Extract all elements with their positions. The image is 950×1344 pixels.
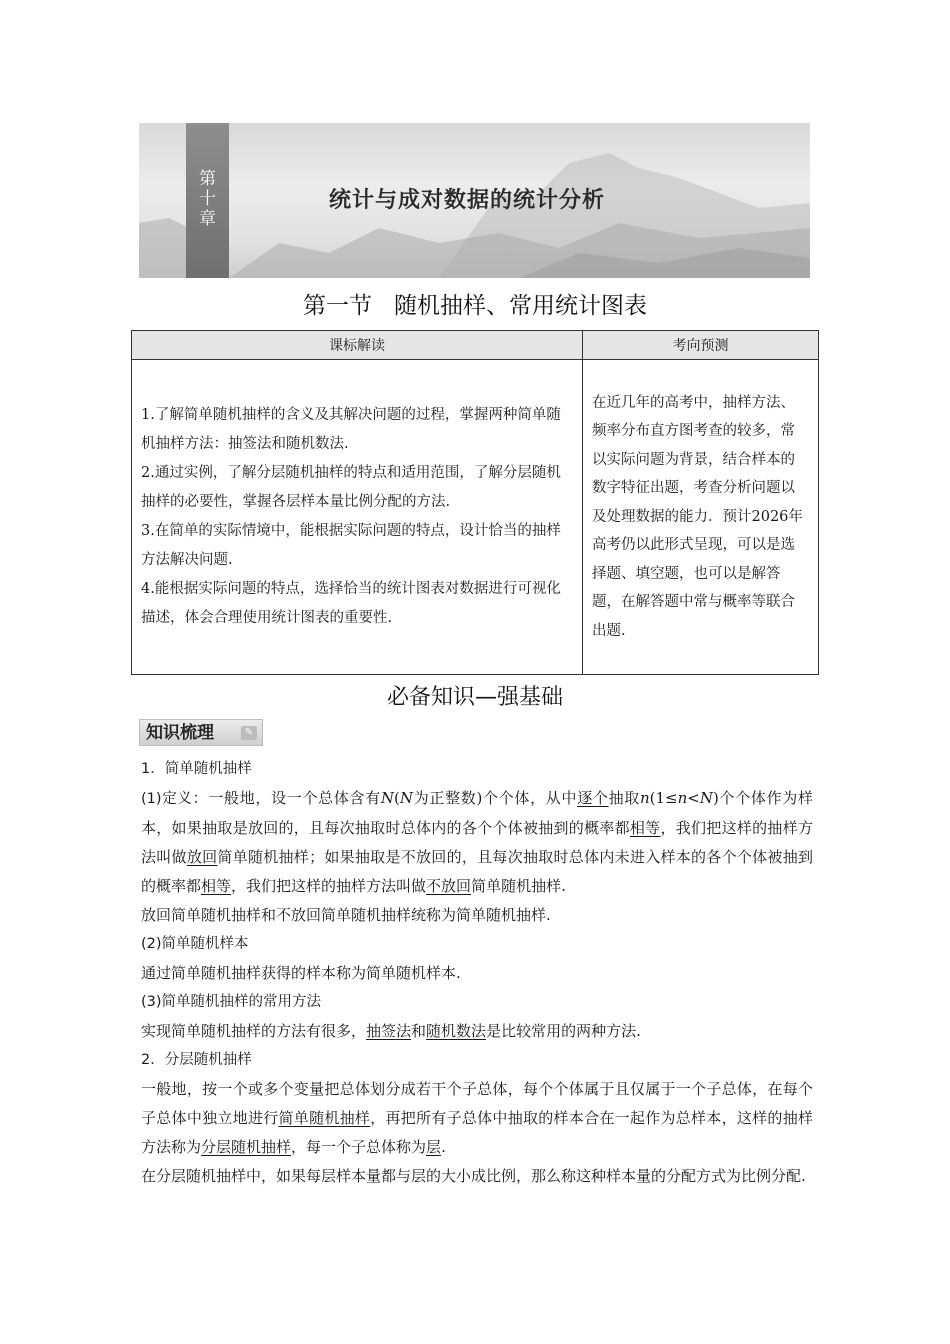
paragraph: 实现简单随机抽样的方法有很多，抽签法和随机数法是比较常用的两种方法. xyxy=(141,1022,641,1040)
section-number: 第一节 xyxy=(303,293,372,319)
answer-blank: 相等 xyxy=(201,877,232,895)
knowledge-badge xyxy=(139,719,263,746)
heading-common-methods: (3)简单随机抽样的常用方法 xyxy=(141,994,322,1010)
section-title xyxy=(0,287,950,320)
chapter-title: 统计与成对数据的统计分析 xyxy=(329,188,606,213)
standard-item: 3.在简单的实际情境中，能根据实际问题的特点，设计恰当的抽样方法解决问题. xyxy=(141,523,561,568)
chapter-tab xyxy=(186,123,229,278)
heading-simple-sampling: 1．简单随机抽样 xyxy=(141,761,252,777)
paragraph: 放回简单随机抽样和不放回简单随机抽样统称为简单随机抽样. xyxy=(141,906,551,924)
definition-paragraph: (1)定义：一般地，设一个总体含有N(N为正整数)个个体，从中逐个抽取n(1≤n<N)个个体作为样本，如果抽取是放回的，且每次抽取时总体内的各个个体被抽到的概率都相等，我们把这样的抽样方法叫做放回简单随机抽样；如果抽取是不放回的，且每次抽取时总体内未进入样本的各个个体被抽到的概率都相等，我们把这样的抽样方法叫做不放回简单随机抽样. xyxy=(141,789,813,895)
standard-item: 2.通过实例，了解分层随机抽样的特点和适用范围，了解分层随机抽样的必要性，掌握各层样本量比例分配的方法. xyxy=(141,465,561,510)
answer-blank: 简单随机抽样 xyxy=(278,1109,371,1127)
chapter-banner xyxy=(139,123,810,278)
section-name: 随机抽样、常用统计图表 xyxy=(394,293,647,319)
answer-blank: 放回 xyxy=(186,848,218,866)
paragraph: 通过简单随机抽样获得的样本称为简单随机样本. xyxy=(141,964,461,982)
standard-item: 1.了解简单随机抽样的含义及其解决问题的过程，掌握两种简单随机抽样方法：抽签法和随机数法. xyxy=(141,407,561,452)
heading-stratified-sampling: 2．分层随机抽样 xyxy=(141,1052,252,1068)
content-body xyxy=(141,755,813,1191)
answer-blank: 分层随机抽样 xyxy=(201,1138,292,1156)
answer-blank: 逐个 xyxy=(577,789,609,807)
heading-simple-sample: (2)简单随机样本 xyxy=(141,936,249,952)
forecast-cell: 在近几年的高考中，抽样方法、频率分布直方图考查的较多，常以实际问题为背景，结合样本的数字特征出题，考查分析问题以及处理数据的能力．预计2026年高考仍以此形式呈现，可以是选择题、填空题，也可以是解答题，在解答题中常与概率等联合出题. xyxy=(583,360,819,675)
tree-icon: ✎ xyxy=(241,726,257,740)
badge-label: 知识梳理 xyxy=(146,723,214,743)
answer-blank: 不放回 xyxy=(426,877,472,895)
paragraph: 一般地，按一个或多个变量把总体划分成若干个子总体，每个个体属于且仅属于一个子总体，在每个子总体中独立地进行简单随机抽样，再把所有子总体中抽取的样本合在一起作为总样本，这样的抽样方法称为分层随机抽样，每一个子总体称为层. xyxy=(141,1080,813,1156)
table-header-forecast: 考向预测 xyxy=(583,331,819,360)
curriculum-table xyxy=(131,330,819,675)
answer-blank: 层 xyxy=(426,1138,442,1156)
table-header-standards: 课标解读 xyxy=(132,331,583,360)
answer-blank: 相等 xyxy=(629,819,661,837)
paragraph: 在分层随机抽样中，如果每层样本量都与层的大小成比例，那么称这种样本量的分配方式为比例分配. xyxy=(141,1167,806,1185)
chapter-label: 第十章 xyxy=(199,169,216,229)
standard-item: 4.能根据实际问题的特点，选择恰当的统计图表对数据进行可视化描述，体会合理使用统计图表的重要性. xyxy=(141,581,561,626)
sub-heading: 必备知识—强基础 xyxy=(386,685,563,710)
answer-blank: 抽签法 xyxy=(366,1022,412,1040)
standards-cell xyxy=(132,360,583,675)
answer-blank: 随机数法 xyxy=(426,1022,487,1040)
